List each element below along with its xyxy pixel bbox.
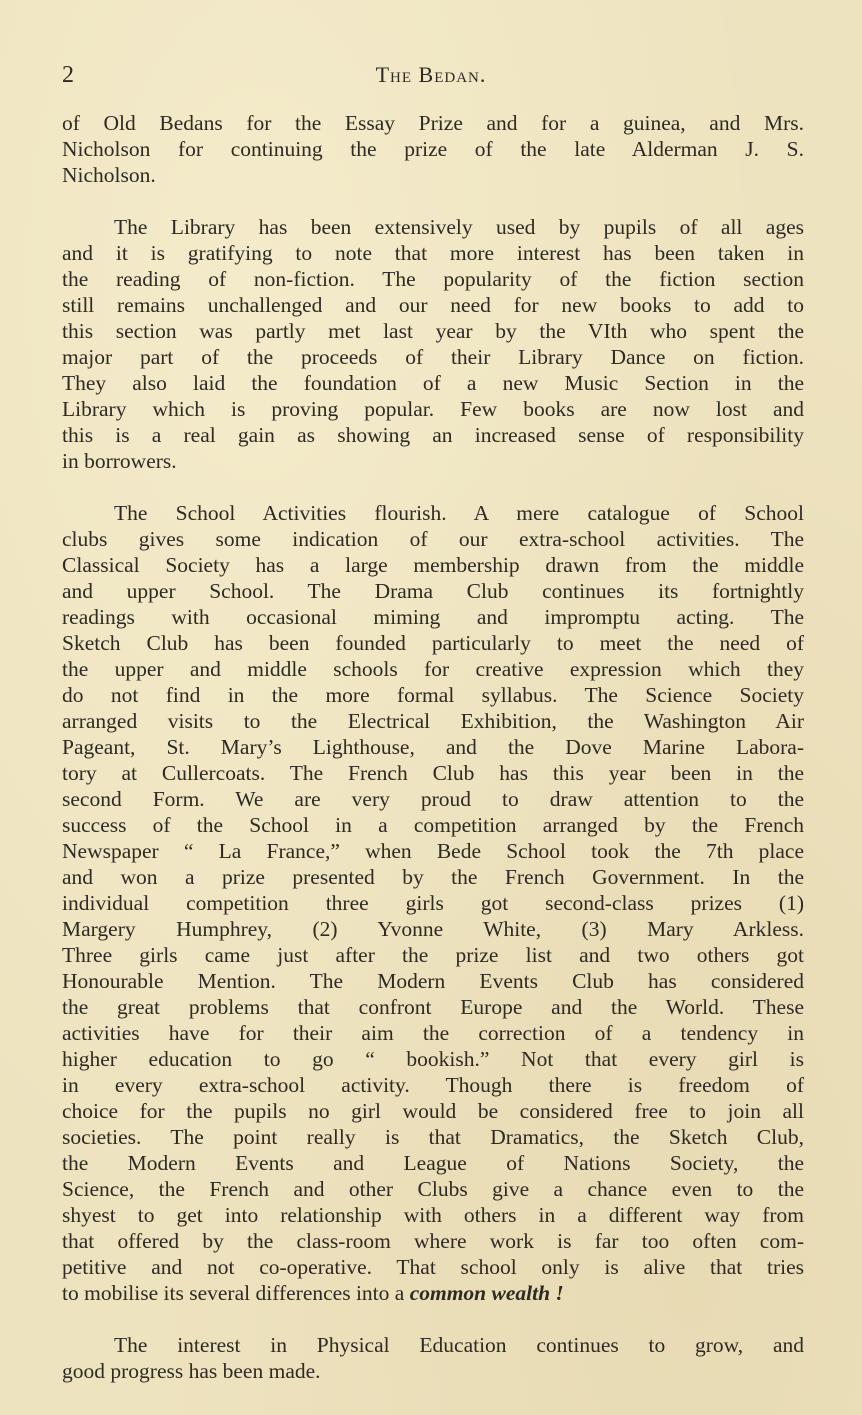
text-line: the great problems that confront Europe and the World. These	[62, 995, 804, 1019]
paragraph-prizes	[62, 110, 804, 188]
text-line: in every extra-school activity. Though there is freedom of	[62, 1073, 804, 1097]
text-line: this is a real gain as showing an increased sense of responsibility	[62, 423, 804, 447]
text-line: clubs gives some indication of our extra-school activities. The	[62, 527, 804, 551]
text-line: still remains unchallenged and our need for new books to add to	[62, 293, 804, 317]
text-line: this section was partly met last year by the VIth who spent the	[62, 319, 804, 343]
page-number: 2	[62, 62, 74, 88]
text-line: Pageant, St. Mary’s Lighthouse, and the Dove Marine Labora-	[62, 735, 804, 759]
text-line: The interest in Physical Education continues to grow, and	[114, 1333, 804, 1357]
text-line: individual competition three girls got second-class prizes (1)	[62, 891, 804, 915]
text-line: and upper School. The Drama Club continues its fortnightly	[62, 579, 804, 603]
text-line: Science, the French and other Clubs give a chance even to the	[62, 1177, 804, 1201]
text-line: in borrowers.	[62, 449, 177, 473]
text-line: good progress has been made.	[62, 1359, 321, 1383]
running-title: The Bedan.	[375, 62, 487, 87]
text-line: and won a prize presented by the French Government. In the	[62, 865, 804, 889]
text-line: the Modern Events and League of Nations Society, the	[62, 1151, 804, 1175]
paragraph-physical-education	[62, 1332, 804, 1384]
text-line: readings with occasional miming and impromptu acting. The	[62, 605, 804, 629]
text-line: success of the School in a competition arranged by the French	[62, 813, 804, 837]
text-line: petitive and not co-operative. That school only is alive that tries	[62, 1255, 804, 1279]
text-line: Honourable Mention. The Modern Events Club has considered	[62, 969, 804, 993]
text-line: Nicholson for continuing the prize of the late Alderman J. S.	[62, 137, 804, 161]
text-line: tory at Cullercoats. The French Club has this year been in the	[62, 761, 804, 785]
text-line-final	[62, 1280, 804, 1306]
text-line: Nicholson.	[62, 163, 156, 187]
text-line: activities have for their aim the correction of a tendency in	[62, 1021, 804, 1045]
text-line: societies. The point really is that Dramatics, the Sketch Club,	[62, 1125, 804, 1149]
text-line: The School Activities flourish. A mere catalogue of School	[114, 501, 804, 525]
emphasis-text: common wealth !	[409, 1281, 564, 1305]
text-line: arranged visits to the Electrical Exhibition, the Washington Air	[62, 709, 804, 733]
text-line: The Library has been extensively used by pupils of all ages	[114, 215, 804, 239]
text-line: major part of the proceeds of their Library Dance on fiction.	[62, 345, 804, 369]
text-line: higher education to go “ bookish.” Not that every girl is	[62, 1047, 804, 1071]
text-line: second Form. We are very proud to draw attention to the	[62, 787, 804, 811]
text-line-body: to mobilise its several differences into a	[62, 1281, 405, 1305]
text-line: do not find in the more formal syllabus. The Science Society	[62, 683, 804, 707]
paragraph-library	[62, 214, 804, 474]
text-line: the upper and middle schools for creative expression which they	[62, 657, 804, 681]
paragraph-activities	[62, 500, 804, 1306]
text-line: that offered by the class-room where work is far too often com-	[62, 1229, 804, 1253]
text-line: They also laid the foundation of a new Music Section in the	[62, 371, 804, 395]
text-line: Margery Humphrey, (2) Yvonne White, (3) Mary Arkless.	[62, 917, 804, 941]
page-header	[62, 62, 800, 96]
text-line: the reading of non-fiction. The popularity of the fiction section	[62, 267, 804, 291]
text-line: and it is gratifying to note that more interest has been taken in	[62, 241, 804, 265]
text-line: Library which is proving popular. Few books are now lost and	[62, 397, 804, 421]
text-line: choice for the pupils no girl would be considered free to join all	[62, 1099, 804, 1123]
text-line: Classical Society has a large membership drawn from the middle	[62, 553, 804, 577]
text-line: Three girls came just after the prize list and two others got	[62, 943, 804, 967]
text-line: Sketch Club has been founded particularly to meet the need of	[62, 631, 804, 655]
body-text	[62, 110, 804, 1384]
text-line: Newspaper “ La France,” when Bede School took the 7th place	[62, 839, 804, 863]
text-line: shyest to get into relationship with others in a different way from	[62, 1203, 804, 1227]
text-line: of Old Bedans for the Essay Prize and for a guinea, and Mrs.	[62, 111, 804, 135]
